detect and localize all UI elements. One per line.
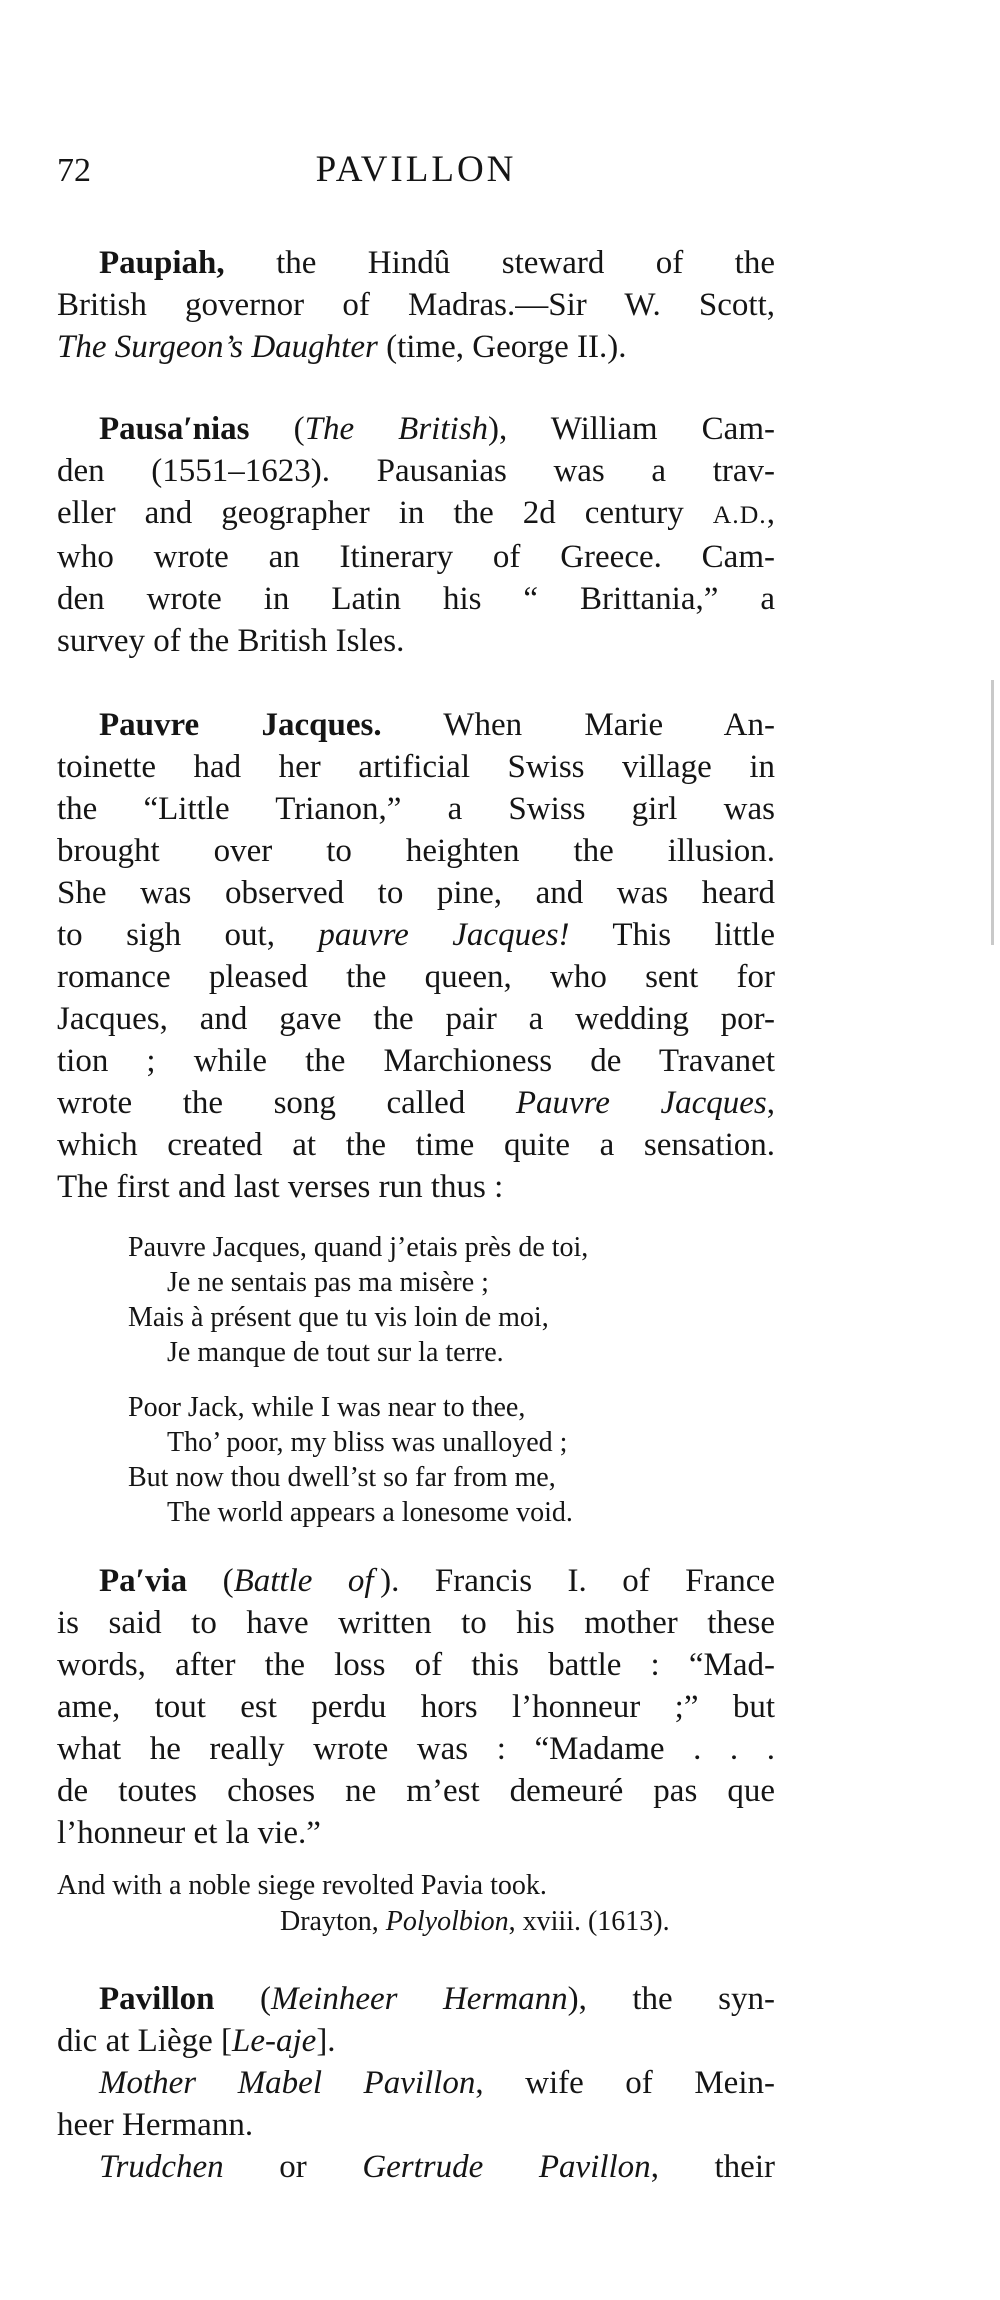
entry-mother-mabel xyxy=(57,2062,775,2146)
text-line: Poor Jack, while I was near to thee, xyxy=(128,1392,526,1423)
text-line: Pausa′nias (The British), William Cam- xyxy=(99,411,775,447)
text-line: Pauvre Jacques. When Marie An- xyxy=(99,707,775,743)
entry-paupiah xyxy=(57,242,775,368)
text-line: Mother Mabel Pavillon, wife of Mein- xyxy=(99,2065,775,2101)
text-line: which created at the time quite a sensation. xyxy=(57,1127,775,1163)
text-line: The world appears a lonesome void. xyxy=(167,1497,573,1528)
text-line: de toutes choses ne m’est demeuré pas que xyxy=(57,1773,775,1809)
entry-pavillon xyxy=(57,1978,775,2062)
text-line: is said to have written to his mother these xyxy=(57,1605,775,1641)
text-column xyxy=(57,148,775,2188)
entry-trudchen xyxy=(57,2146,775,2188)
text-line: Mais à présent que tu vis loin de moi, xyxy=(128,1302,549,1333)
page-body xyxy=(57,242,775,2188)
text-line: Je manque de tout sur la terre. xyxy=(167,1337,504,1368)
text-line: ame, tout est perdu hors l’honneur ;” but xyxy=(57,1689,775,1725)
text-line: heer Hermann. xyxy=(57,2107,254,2143)
text-line: the “Little Trianon,” a Swiss girl was xyxy=(57,791,775,827)
text-line: eller and geographer in the 2d century A.D., xyxy=(57,495,775,531)
text-line: wrote the song called Pauvre Jacques, xyxy=(57,1085,775,1121)
running-head: PAVILLON xyxy=(315,149,517,190)
text-line: Pa′via (Battle of ). Francis I. of France xyxy=(99,1563,775,1599)
text-line: what he really wrote was : “Madame . . . xyxy=(57,1731,775,1767)
text-line: l’honneur et la vie.” xyxy=(57,1815,321,1851)
text-line: to sigh out, pauvre Jacques! This little xyxy=(57,917,775,953)
text-line: who wrote an Itinerary of Greece. Cam- xyxy=(57,539,775,575)
text-line: dic at Liège [Le-aje]. xyxy=(57,2023,336,2059)
text-line: tion ; while the Marchioness de Travanet xyxy=(57,1043,775,1079)
entry-pavia xyxy=(57,1560,775,1854)
text-line: She was observed to pine, and was heard xyxy=(57,875,775,911)
page-number: 72 xyxy=(57,152,91,189)
page-header xyxy=(57,148,775,192)
text-line: toinette had her artificial Swiss village in xyxy=(57,749,775,785)
entry-pausanias xyxy=(57,408,775,662)
text-line: The Surgeon’s Daughter (time, George II.). xyxy=(57,329,627,365)
text-line: survey of the British Isles. xyxy=(57,623,405,659)
text-line: brought over to heighten the illusion. xyxy=(57,833,775,869)
scan-edge-artifact xyxy=(991,680,994,945)
text-line: Trudchen or Gertrude Pavillon, their xyxy=(99,2149,775,2185)
text-line: Tho’ poor, my bliss was unalloyed ; xyxy=(167,1427,568,1458)
text-line: words, after the loss of this battle : “Mad- xyxy=(57,1647,775,1683)
text-line: Jacques, and gave the pair a wedding por- xyxy=(57,1001,775,1037)
verse-french xyxy=(57,1230,775,1370)
text-line: den (1551–1623). Pausanias was a trav- xyxy=(57,453,775,489)
text-line: Paupiah, the Hindû steward of the xyxy=(99,245,775,281)
verse-english xyxy=(57,1390,775,1530)
text-line: Pavillon (Meinheer Hermann), the syn- xyxy=(99,1981,776,2017)
text-line: den wrote in Latin his “ Brittania,” a xyxy=(57,581,775,617)
text-line: The first and last verses run thus : xyxy=(57,1169,504,1205)
text-line: British governor of Madras.—Sir W. Scott, xyxy=(57,287,775,323)
text-line: Pauvre Jacques, quand j’etais près de toi, xyxy=(128,1232,589,1263)
text-line: Je ne sentais pas ma misère ; xyxy=(167,1267,489,1298)
text-line: And with a noble siege revolted Pavia took. xyxy=(57,1870,547,1901)
text-line: Drayton, Polyolbion, xviii. (1613). xyxy=(280,1906,670,1937)
citation-drayton xyxy=(57,1868,775,1940)
text-line: romance pleased the queen, who sent for xyxy=(57,959,775,995)
text-line: But now thou dwell’st so far from me, xyxy=(128,1462,556,1493)
entry-pauvre-jacques xyxy=(57,704,775,1208)
